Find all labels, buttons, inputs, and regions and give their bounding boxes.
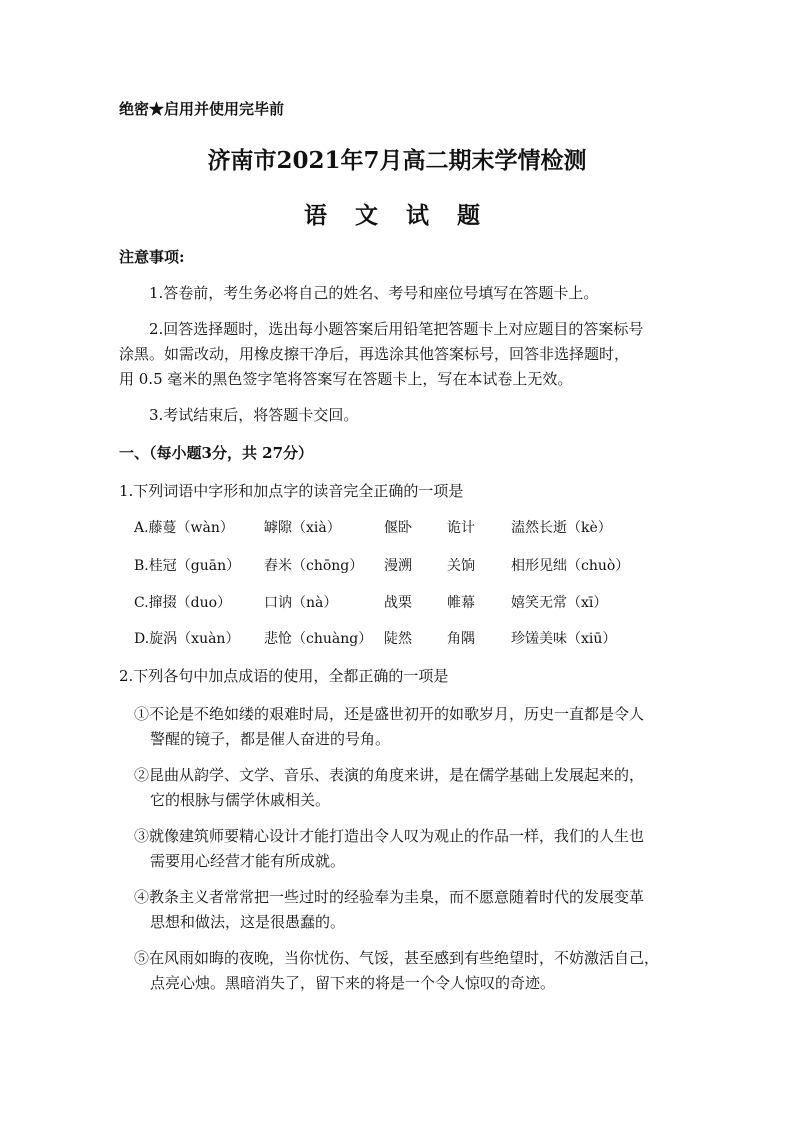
q2-statement-5	[134, 946, 679, 996]
notice-line: 涂黑。如需改动，用橡皮擦干净后，再选涂其他答案标号，回答非选择题时，	[119, 345, 630, 363]
notice-item-1	[119, 281, 679, 306]
option-term: 珍馐美味（xiū）	[511, 631, 617, 647]
option-term: 诡计	[447, 520, 475, 536]
statement-line: 它的根脉与儒学休戚相关。	[150, 791, 331, 809]
option-term: 漫溯	[384, 558, 412, 574]
statement-line: ⑤在风雨如晦的夜晚，当你忧伤、气馁，甚至感到有些绝望时，不妨激活自己，	[134, 949, 660, 967]
notice-line: 用 0.5 毫米的黑色签字笔将答案写在答题卡上，写在本试卷上无效。	[119, 370, 573, 388]
exam-title: 济南市2021年7月高二期末学情检测	[207, 147, 587, 174]
option-term: 罅隙（xià）	[264, 520, 341, 536]
option-term: A.藤蔓（wàn）	[134, 520, 234, 536]
statement-line: ③就像建筑师要精心设计才能打造出令人叹为观止的作品一样，我们的人生也	[134, 827, 645, 845]
option-term: C.撺掇（duo）	[134, 595, 232, 611]
q2-statement-2	[134, 763, 679, 813]
q2-statement-3	[134, 824, 679, 874]
option-term: 相形见绌（chuò）	[511, 558, 630, 574]
option-term: D.旋涡（xuàn）	[134, 631, 240, 647]
question-1-stem: 1.下列词语中字形和加点字的读音完全正确的一项是	[119, 482, 464, 500]
statement-line: ②昆曲从韵学、文学、音乐、表演的角度来讲，是在儒学基础上发展起来的，	[134, 766, 645, 784]
statement-line: ①不论是不绝如缕的艰难时局，还是盛世初开的如歌岁月，历史一直都是令人	[134, 705, 645, 723]
notice-item-2	[119, 317, 679, 392]
statement-line: 警醒的镜子，都是催人奋进的号角。	[150, 730, 391, 748]
section-heading: 一、（每小题3分，共 27分）	[119, 444, 314, 462]
notice-line: 1.答卷前，考生务必将自己的姓名、考号和座位号填写在答题卡上。	[149, 284, 599, 302]
option-term: 陡然	[384, 631, 412, 647]
statement-line: 需要用心经营才能有所成就。	[150, 852, 346, 870]
option-term: 帷幕	[447, 595, 475, 611]
option-term: 悲怆（chuàng）	[264, 631, 373, 647]
notice-line: 2.回答选择题时，选出每小题答案后用铅笔把答题卡上对应题目的答案标号	[149, 320, 644, 338]
statement-line: ④教条主义者常常把一些过时的经验奉为圭臬，而不愿意随着时代的发展变革	[134, 888, 645, 906]
statement-line: 思想和做法，这是很愚蠢的。	[150, 913, 346, 931]
option-term: 关饷	[447, 558, 475, 574]
option-term: 嬉笑无常（xī）	[511, 595, 608, 611]
statement-line: 点亮心烛。黑暗消失了，留下来的将是一个令人惊叹的奇迹。	[150, 974, 556, 992]
question-2-stem: 2.下列各句中加点成语的使用，全都正确的一项是	[119, 667, 449, 685]
option-term: 偃卧	[384, 520, 412, 536]
option-term: 口讷（nà）	[264, 595, 338, 611]
confidential-label: 绝密★启用并使用完毕前	[119, 100, 285, 118]
option-term: 溘然长逝（kè）	[511, 520, 612, 536]
option-term: 战栗	[384, 595, 412, 611]
q2-statement-1	[134, 702, 679, 752]
notice-item-3	[119, 403, 679, 428]
q2-statement-4	[134, 885, 679, 935]
option-term: 角隅	[447, 631, 475, 647]
option-term: 舂米（chōng）	[264, 558, 364, 574]
notice-heading: 注意事项:	[119, 248, 185, 266]
subject-title: 语 文 试 题	[303, 202, 491, 229]
notice-line: 3.考试结束后，将答题卡交回。	[149, 406, 359, 424]
option-term: B.桂冠（guān）	[134, 558, 241, 574]
